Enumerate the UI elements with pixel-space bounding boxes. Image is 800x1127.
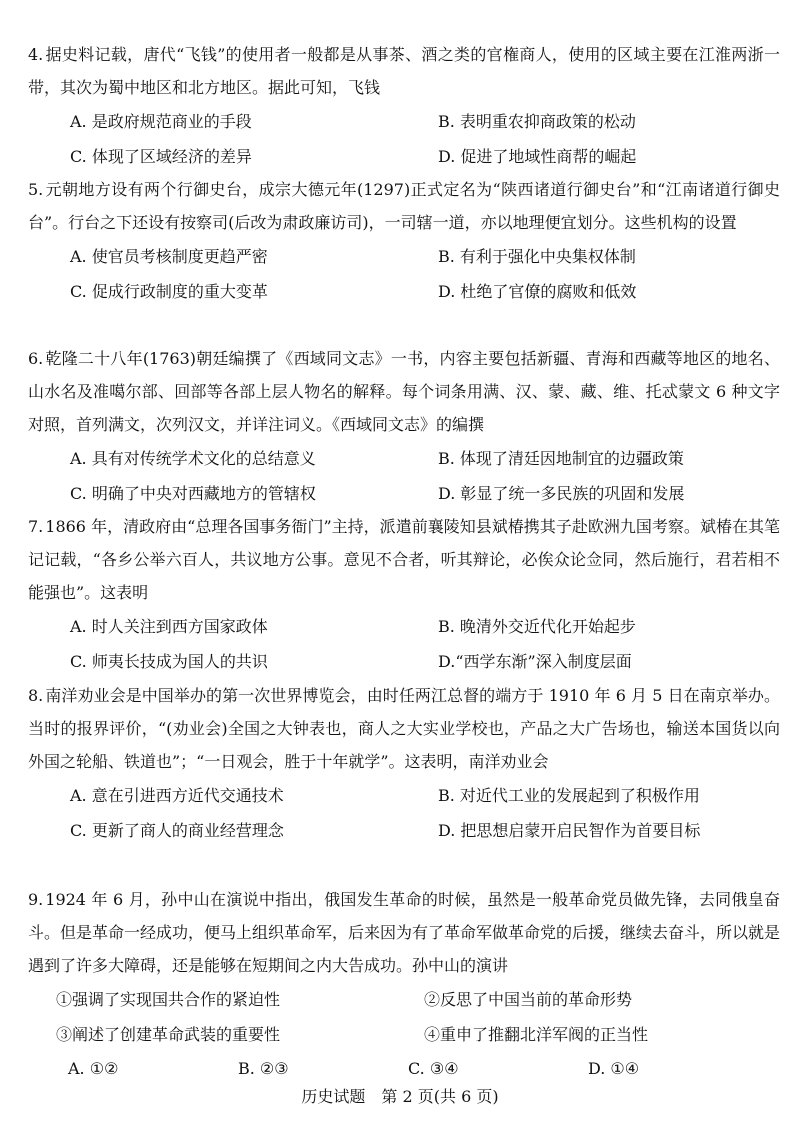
question-4 — [28, 38, 780, 174]
question-stem: 8. 南洋劝业会是中国举办的第一次世界博览会，由时任两江总督的端方于 1910 年 6 月 5 日在南京举办。当时的报界评价，“(劝业会)全国之大钟表也，商人之大实业学校也，产品之大广告场也，输送本国货以向外国之轮船、铁道也”；“一日观会，胜于十年就学”。这表明，南洋劝业会 — [28, 686, 780, 771]
option-d: D. ①④ — [588, 1059, 640, 1078]
option-list — [28, 441, 780, 511]
question-stem: 7. 1866 年，清政府由“总理各国事务衙门”主持，派遣前襄陵知县斌椿携其子赴欧洲九国考察。斌椿在其笔记记载，“各乡公举六百人，共议地方公事。意见不合者，听其辩论，必俟众论佥同，然后施行，君若相不能强也”。这表明 — [28, 517, 780, 602]
question-stem: 4. 据史料记载，唐代“飞钱”的使用者一般都是从事茶、酒之类的官権商人，使用的区域主要在江淮两浙一带，其次为蜀中地区和北方地区。据此可知，飞钱 — [28, 45, 780, 97]
question-7 — [28, 510, 780, 679]
option-b: B. 对近代工业的发展起到了积极作用 — [438, 786, 700, 805]
question-number: 5. — [28, 180, 44, 199]
question-number: 9. — [28, 890, 44, 909]
option-d: D. 把思想启蒙开启民智作为首要目标 — [438, 821, 701, 840]
option-b: B. ②③ — [238, 1059, 289, 1078]
statement-4: ④重申了推翻北洋军阀的正当性 — [424, 1025, 649, 1044]
option-a: A. 使官员考核制度更趋严密 — [70, 247, 268, 266]
option-list — [28, 239, 780, 309]
option-a: A. 是政府规范商业的手段 — [70, 112, 252, 131]
statement-2: ②反思了中国当前的革命形势 — [424, 990, 633, 1009]
option-b: B. 体现了清廷因地制宜的边疆政策 — [438, 449, 684, 468]
option-d: D. 杜绝了官僚的腐败和低效 — [438, 282, 637, 301]
option-a: A. 时人关注到西方国家政体 — [70, 617, 268, 636]
statement-3: ③阐述了创建革命武装的重要性 — [56, 1025, 281, 1044]
option-list — [28, 609, 780, 679]
question-8 — [28, 679, 780, 848]
option-c: C. 明确了中央对西藏地方的管辖权 — [70, 484, 316, 503]
question-number: 6. — [28, 349, 44, 368]
option-list — [28, 104, 780, 174]
question-5 — [28, 173, 780, 309]
option-c: C. 师夷长技成为国人的共识 — [70, 652, 268, 671]
statement-list — [28, 982, 780, 1052]
question-number: 8. — [28, 686, 44, 705]
option-b: B. 表明重农抑商政策的松动 — [438, 112, 636, 131]
question-number: 4. — [28, 45, 44, 64]
option-list — [28, 778, 780, 848]
option-a: A. ①② — [68, 1059, 119, 1078]
option-d: D.“西学东渐”深入制度层面 — [438, 652, 632, 671]
question-6 — [28, 342, 780, 511]
question-number: 7. — [28, 517, 44, 536]
option-c: C. 促成行政制度的重大变革 — [70, 282, 268, 301]
option-b: B. 有利于强化中央集权体制 — [438, 247, 636, 266]
option-c: C. ③④ — [408, 1059, 459, 1078]
option-b: B. 晚清外交近代化开始起步 — [438, 617, 636, 636]
option-list — [28, 1052, 780, 1086]
option-d: D. 促进了地域性商帮的崛起 — [438, 147, 637, 166]
option-a: A. 具有对传统学术文化的总结意义 — [70, 449, 316, 468]
statement-1: ①强调了实现国共合作的紧迫性 — [56, 990, 281, 1009]
page-footer: 历史试题 第 2 页(共 6 页) — [301, 1087, 499, 1106]
question-stem: 9. 1924 年 6 月，孙中山在演说中指出，俄国发生革命的时候，虽然是一般革命党员做先锋，去同俄皇奋斗。但是革命一经成功，便马上组织革命军，后来因为有了革命军做革命党的后援，继续去奋斗，所以就是遇到了许多大障碍，还是能够在短期间之内大告成功。孙中山的演讲 — [28, 890, 781, 975]
option-c: C. 体现了区域经济的差异 — [70, 147, 252, 166]
option-a: A. 意在引进西方近代交通技术 — [70, 786, 284, 805]
question-stem: 5. 元朝地方设有两个行御史台，成宗大德元年(1297)正式定名为“陕西诸道行御史台”和“江南诸道行御史台”。行台之下还设有按察司(后改为肃政廉访司)，一司辖一道，亦以地理便宜划分。这些机构的设置 — [28, 180, 780, 232]
question-stem: 6. 乾隆二十八年(1763)朝廷编撰了《西域同文志》一书，内容主要包括新疆、青海和西藏等地区的地名、山水名及准噶尔部、回部等各部上层人物名的解释。每个词条用满、汉、蒙、藏、维、托忒蒙文 6 种文字对照，首列满文，次列汉文，并详注词义。《西域同文志》的编撰 — [28, 349, 780, 434]
option-d: D. 彰显了统一多民族的巩固和发展 — [438, 484, 685, 503]
question-9 — [28, 883, 780, 1086]
option-c: C. 更新了商人的商业经营理念 — [70, 821, 284, 840]
